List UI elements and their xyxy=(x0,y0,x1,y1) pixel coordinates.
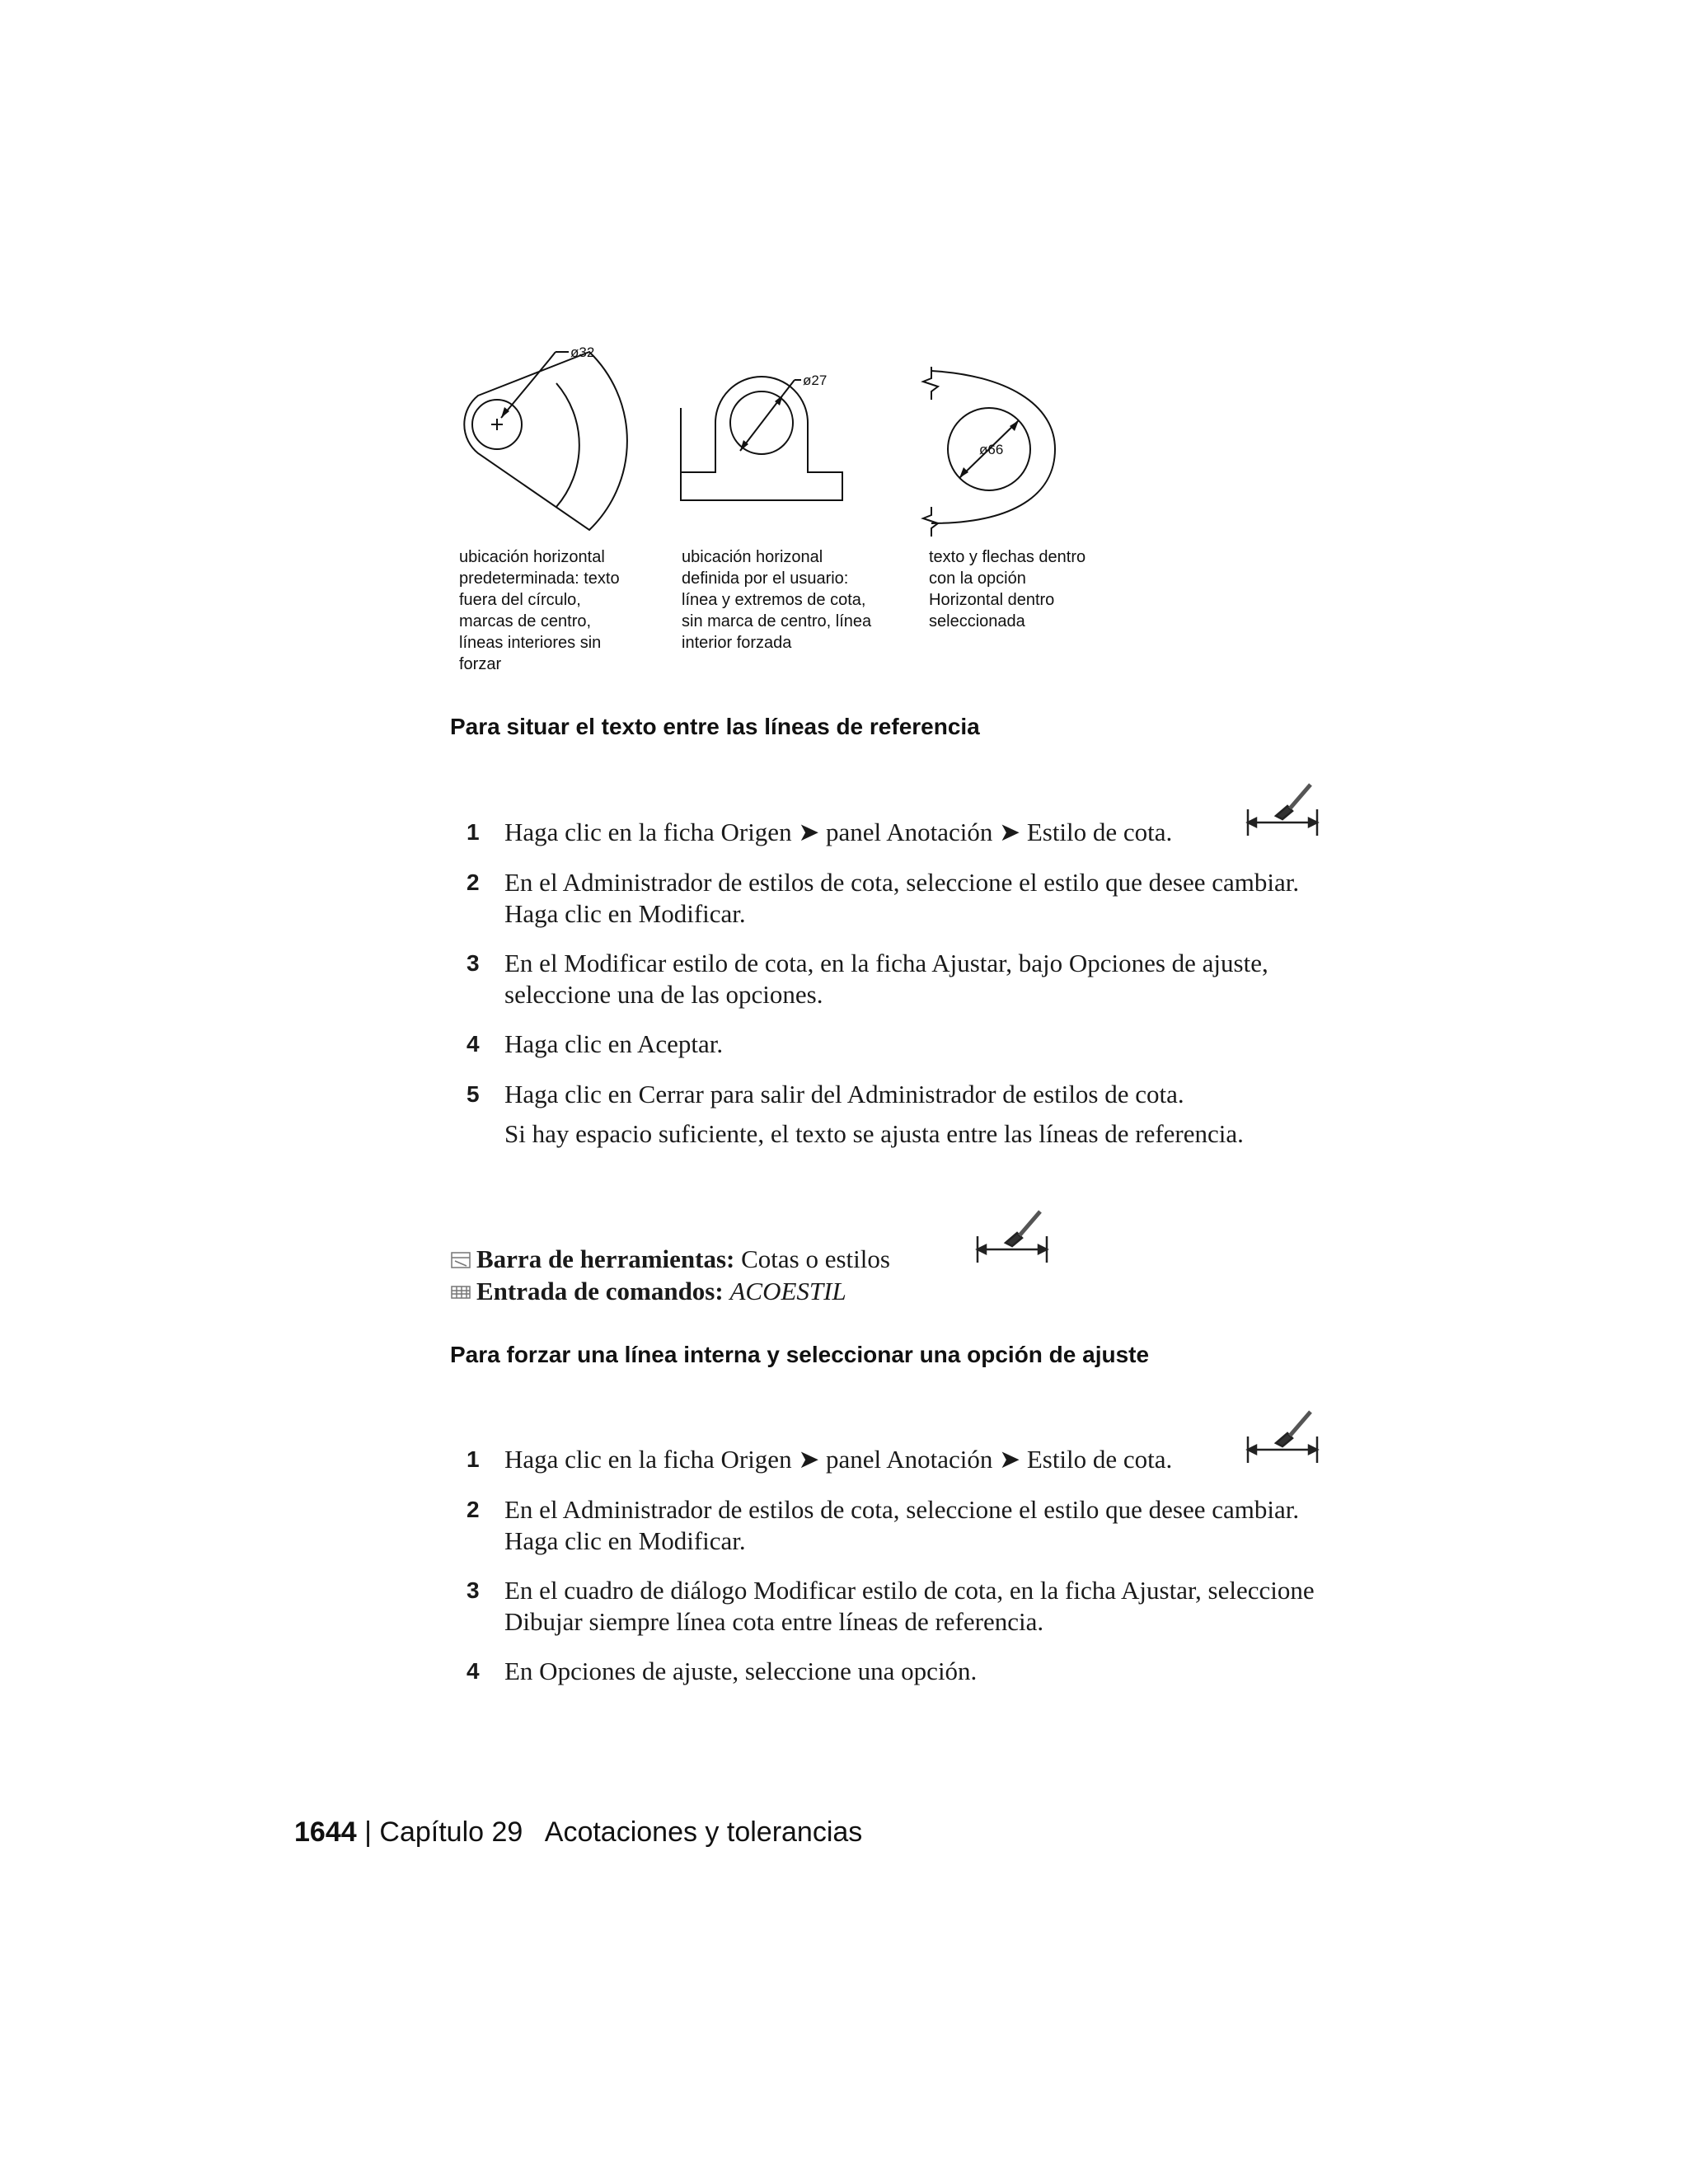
toolbar-label: Barra de herramientas: xyxy=(476,1244,735,1273)
step-number: 3 xyxy=(467,950,480,976)
step-number: 5 xyxy=(467,1081,480,1107)
drawing-default-placement xyxy=(464,352,627,530)
dim-label-66: ø66 xyxy=(979,442,1004,457)
dim-label-32: ø32 xyxy=(570,344,595,360)
step-text: En el Administrador de estilos de cota, seleccione el estilo que desee cambiar. Haga clic en Modificar. xyxy=(504,1495,1300,1555)
step-number: 2 xyxy=(467,869,480,895)
page-number: 1644 xyxy=(294,1816,357,1848)
step-text: En el cuadro de diálogo Modificar estilo de cota, en la ficha Ajustar, seleccione Dibujar siempre línea cota entre líneas de referencia. xyxy=(504,1576,1315,1636)
step-number: 4 xyxy=(467,1658,480,1684)
command-value: ACOESTIL xyxy=(729,1277,846,1305)
step-number: 2 xyxy=(467,1497,480,1522)
dimension-style-icon xyxy=(1245,776,1320,839)
dimension-style-icon xyxy=(1245,1404,1320,1466)
step-text: Haga clic en Aceptar. xyxy=(504,1029,724,1058)
command-label: Entrada de comandos: xyxy=(476,1277,724,1305)
step-text: En el Modificar estilo de cota, en la ficha Ajustar, bajo Opciones de ajuste, seleccione una de las opciones. xyxy=(504,949,1268,1009)
chapter-label: Capítulo 29 xyxy=(379,1816,523,1848)
chapter-title: Acotaciones y tolerancias xyxy=(544,1816,863,1848)
figure-caption-inside: texto y flechas dentro con la opción Horizontal dentro seleccionada xyxy=(929,548,1086,630)
toolbar-value: Cotas o estilos xyxy=(741,1244,890,1273)
dim-label-27: ø27 xyxy=(803,373,828,388)
step-number: 3 xyxy=(467,1577,480,1603)
dimension-style-icon xyxy=(974,1203,1050,1266)
drawing-user-placement xyxy=(681,377,842,500)
toolbar-access xyxy=(450,1244,890,1275)
step-number: 1 xyxy=(467,819,480,845)
command-entry xyxy=(450,1276,846,1307)
keyboard-icon xyxy=(450,1277,471,1296)
footer-separator: | xyxy=(364,1816,372,1848)
section-heading-text-between: Para situar el texto entre las líneas de referencia xyxy=(450,714,980,739)
step-note-text: Si hay espacio suficiente, el texto se ajusta entre las líneas de referencia. xyxy=(504,1119,1244,1148)
step-text: Haga clic en Cerrar para salir del Administrador de estilos de cota. xyxy=(504,1080,1184,1108)
dimension-figure xyxy=(445,342,1121,540)
step-number: 4 xyxy=(467,1031,480,1057)
step-number: 1 xyxy=(467,1446,480,1472)
step-text: Haga clic en la ficha Origen ➤ panel Anotación ➤ Estilo de cota. xyxy=(504,818,1173,846)
dimension-drawings xyxy=(445,342,1121,540)
figure-caption-default: ubicación horizontal predeterminada: texto fuera del círculo, marcas de centro, líneas interiores sin forzar xyxy=(459,548,620,673)
step-text: Haga clic en la ficha Origen ➤ panel Anotación ➤ Estilo de cota. xyxy=(504,1445,1173,1474)
step-text: En el Administrador de estilos de cota, seleccione el estilo que desee cambiar. Haga clic en Modificar. xyxy=(504,868,1300,928)
step-text: En Opciones de ajuste, seleccione una opción. xyxy=(504,1657,978,1685)
figure-caption-user: ubicación horizonal definida por el usuario: línea y extremos de cota, sin marca de centro, línea interior forzada xyxy=(682,548,872,652)
section-heading-force-line: Para forzar una línea interna y seleccionar una opción de ajuste xyxy=(450,1342,1150,1367)
toolbar-icon xyxy=(450,1245,471,1263)
page-footer xyxy=(294,1816,862,1849)
